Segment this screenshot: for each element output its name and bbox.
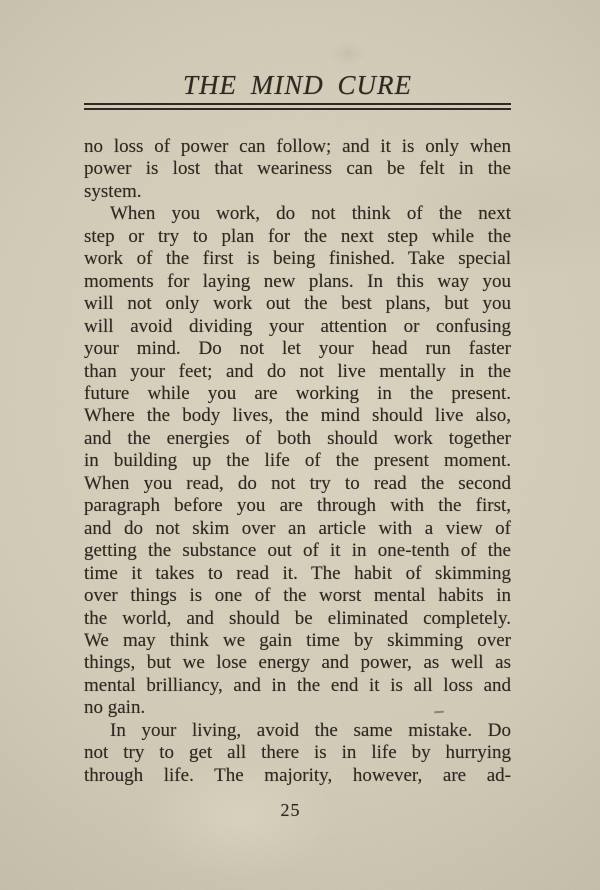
text-line: will not only work out the best plans, but you bbox=[84, 293, 511, 315]
text-line: not try to get all there is in life by hurrying bbox=[84, 742, 511, 764]
text-line: and do not skim over an article with a view of bbox=[84, 517, 511, 539]
text-line: the world, and should be eliminated completely. bbox=[84, 607, 511, 629]
text-line: When you read, do not try to read the second bbox=[84, 472, 511, 494]
text-line: no loss of power can follow; and it is only when bbox=[84, 136, 511, 157]
text-line: paragraph before you are through with the first, bbox=[84, 495, 511, 517]
text-line: power is lost that weariness can be felt in the bbox=[84, 158, 511, 180]
text-line: We may think we gain time by skimming over bbox=[84, 629, 511, 651]
text-line: than your feet; and do not live mentally in the bbox=[84, 360, 511, 382]
running-head-title: THE MIND CURE bbox=[183, 70, 412, 100]
text-line: work of the first is being finished. Take special bbox=[84, 248, 511, 270]
text-line: future while you are working in the present. bbox=[84, 382, 511, 404]
text-line: Where the body lives, the mind should live also, bbox=[84, 405, 511, 427]
text-line: step or try to plan for the next step while the bbox=[84, 225, 511, 247]
running-head bbox=[84, 72, 511, 110]
text-line: system. bbox=[84, 180, 142, 202]
text-line: moments for laying new plans. In this way you bbox=[84, 270, 511, 292]
text-line: things, but we lose energy and power, as well as bbox=[84, 652, 511, 674]
page-number: 25 bbox=[280, 800, 301, 820]
text-line: When you work, do not think of the next bbox=[110, 203, 511, 225]
text-line: time it takes to read it. The habit of skimming bbox=[84, 562, 511, 584]
body-text bbox=[84, 136, 511, 787]
text-line: getting the substance out of it in one-tenth of the bbox=[84, 540, 511, 562]
text-line: over things is one of the worst mental habits in bbox=[84, 585, 511, 607]
text-line: In your living, avoid the same mistake. Do bbox=[110, 719, 511, 741]
text-line: and the energies of both should work together bbox=[84, 427, 511, 449]
text-line: no gain. bbox=[84, 697, 146, 719]
text-line: will avoid dividing your attention or confusing bbox=[84, 315, 511, 337]
text-line: your mind. Do not let your head run faster bbox=[84, 338, 511, 360]
text-line: mental brilliancy, and in the end it is all loss and bbox=[84, 674, 511, 696]
text-line: through life. The majority, however, are ad- bbox=[84, 764, 511, 786]
text-line: in building up the life of the present moment. bbox=[84, 450, 511, 472]
header-double-rule bbox=[84, 103, 511, 110]
